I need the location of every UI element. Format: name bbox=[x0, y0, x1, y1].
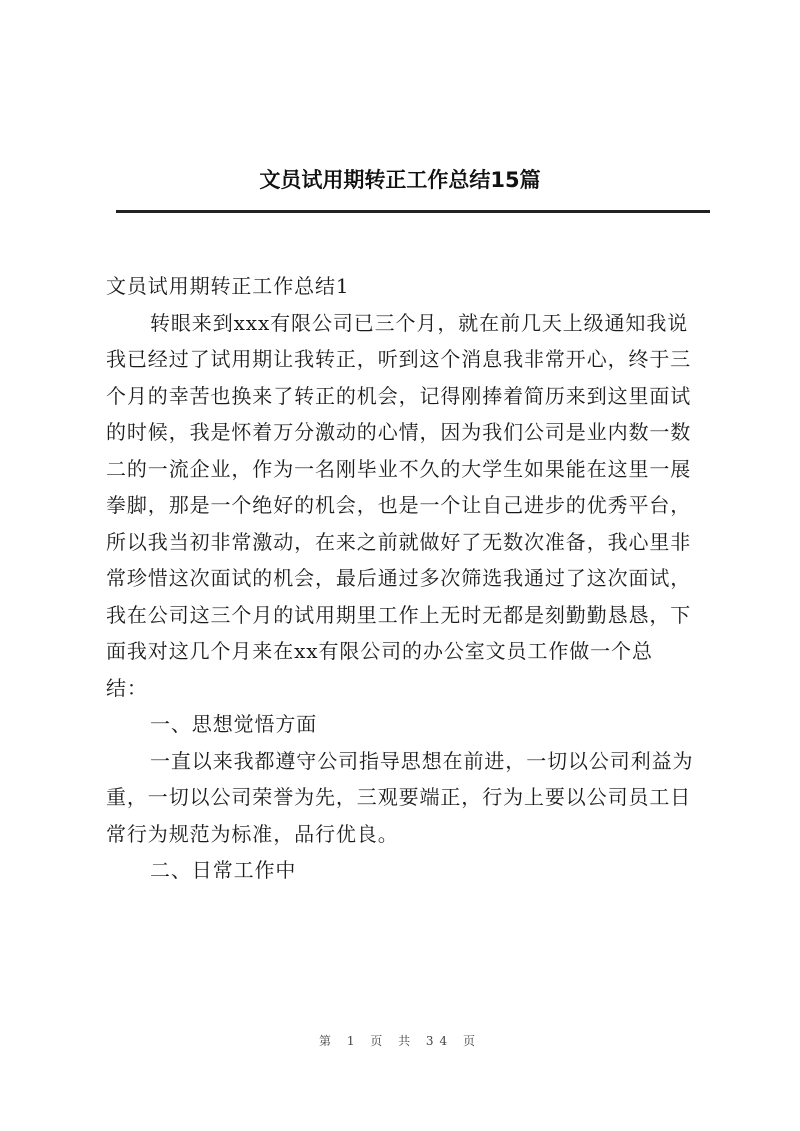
paragraph-line: 的时候，我是怀着万分激动的心情，因为我们公司是业内数一数 bbox=[106, 420, 692, 444]
paragraph-line: 我已经过了试用期让我转正，听到这个消息我非常开心，终于三 bbox=[106, 347, 692, 371]
paragraph-line: 常行为规范为标准，品行优良。 bbox=[106, 821, 399, 846]
paragraph-line: 个月的幸苦也换来了转正的机会，记得刚捧着简历来到这里面试 bbox=[106, 383, 692, 408]
page-footer: 第 1 页 共 34 页 bbox=[319, 1034, 481, 1048]
paragraph-line: 二的一流企业，作为一名刚毕业不久的大学生如果能在这里一展 bbox=[106, 456, 692, 481]
paragraph-line: 一直以来我都遵守公司指导思想在前进，一切以公司利益为 bbox=[150, 748, 694, 773]
title-divider bbox=[116, 210, 710, 213]
document-title: 文员试用期转正工作总结15篇 bbox=[259, 168, 541, 192]
paragraph-line: 转眼来到xxx有限公司已三个月，就在前几天上级通知我说 bbox=[150, 310, 689, 335]
paragraph-line: 我在公司这三个月的试用期里工作上无时无都是刻勤勤恳恳，下 bbox=[106, 602, 692, 627]
paragraph-line: 常珍惜这次面试的机会，最后通过多次筛选我通过了这次面试， bbox=[106, 566, 692, 590]
section-heading: 文员试用期转正工作总结1 bbox=[106, 274, 350, 298]
subsection-heading: 二、日常工作中 bbox=[150, 858, 297, 882]
document-body bbox=[106, 268, 718, 889]
paragraph-line: 所以我当初非常激动，在来之前就做好了无数次准备，我心里非 bbox=[106, 529, 692, 554]
subsection-heading: 一、思想觉悟方面 bbox=[150, 712, 318, 736]
paragraph-line: 结： bbox=[106, 675, 148, 700]
paragraph-line: 面我对这几个月来在xx有限公司的办公室文员工作做一个总 bbox=[106, 639, 653, 663]
paragraph-line: 拳脚，那是一个绝好的机会，也是一个让自己进步的优秀平台， bbox=[106, 493, 692, 517]
paragraph-line: 重，一切以公司荣誉为先，三观要端正，行为上要以公司员工日 bbox=[106, 785, 692, 809]
